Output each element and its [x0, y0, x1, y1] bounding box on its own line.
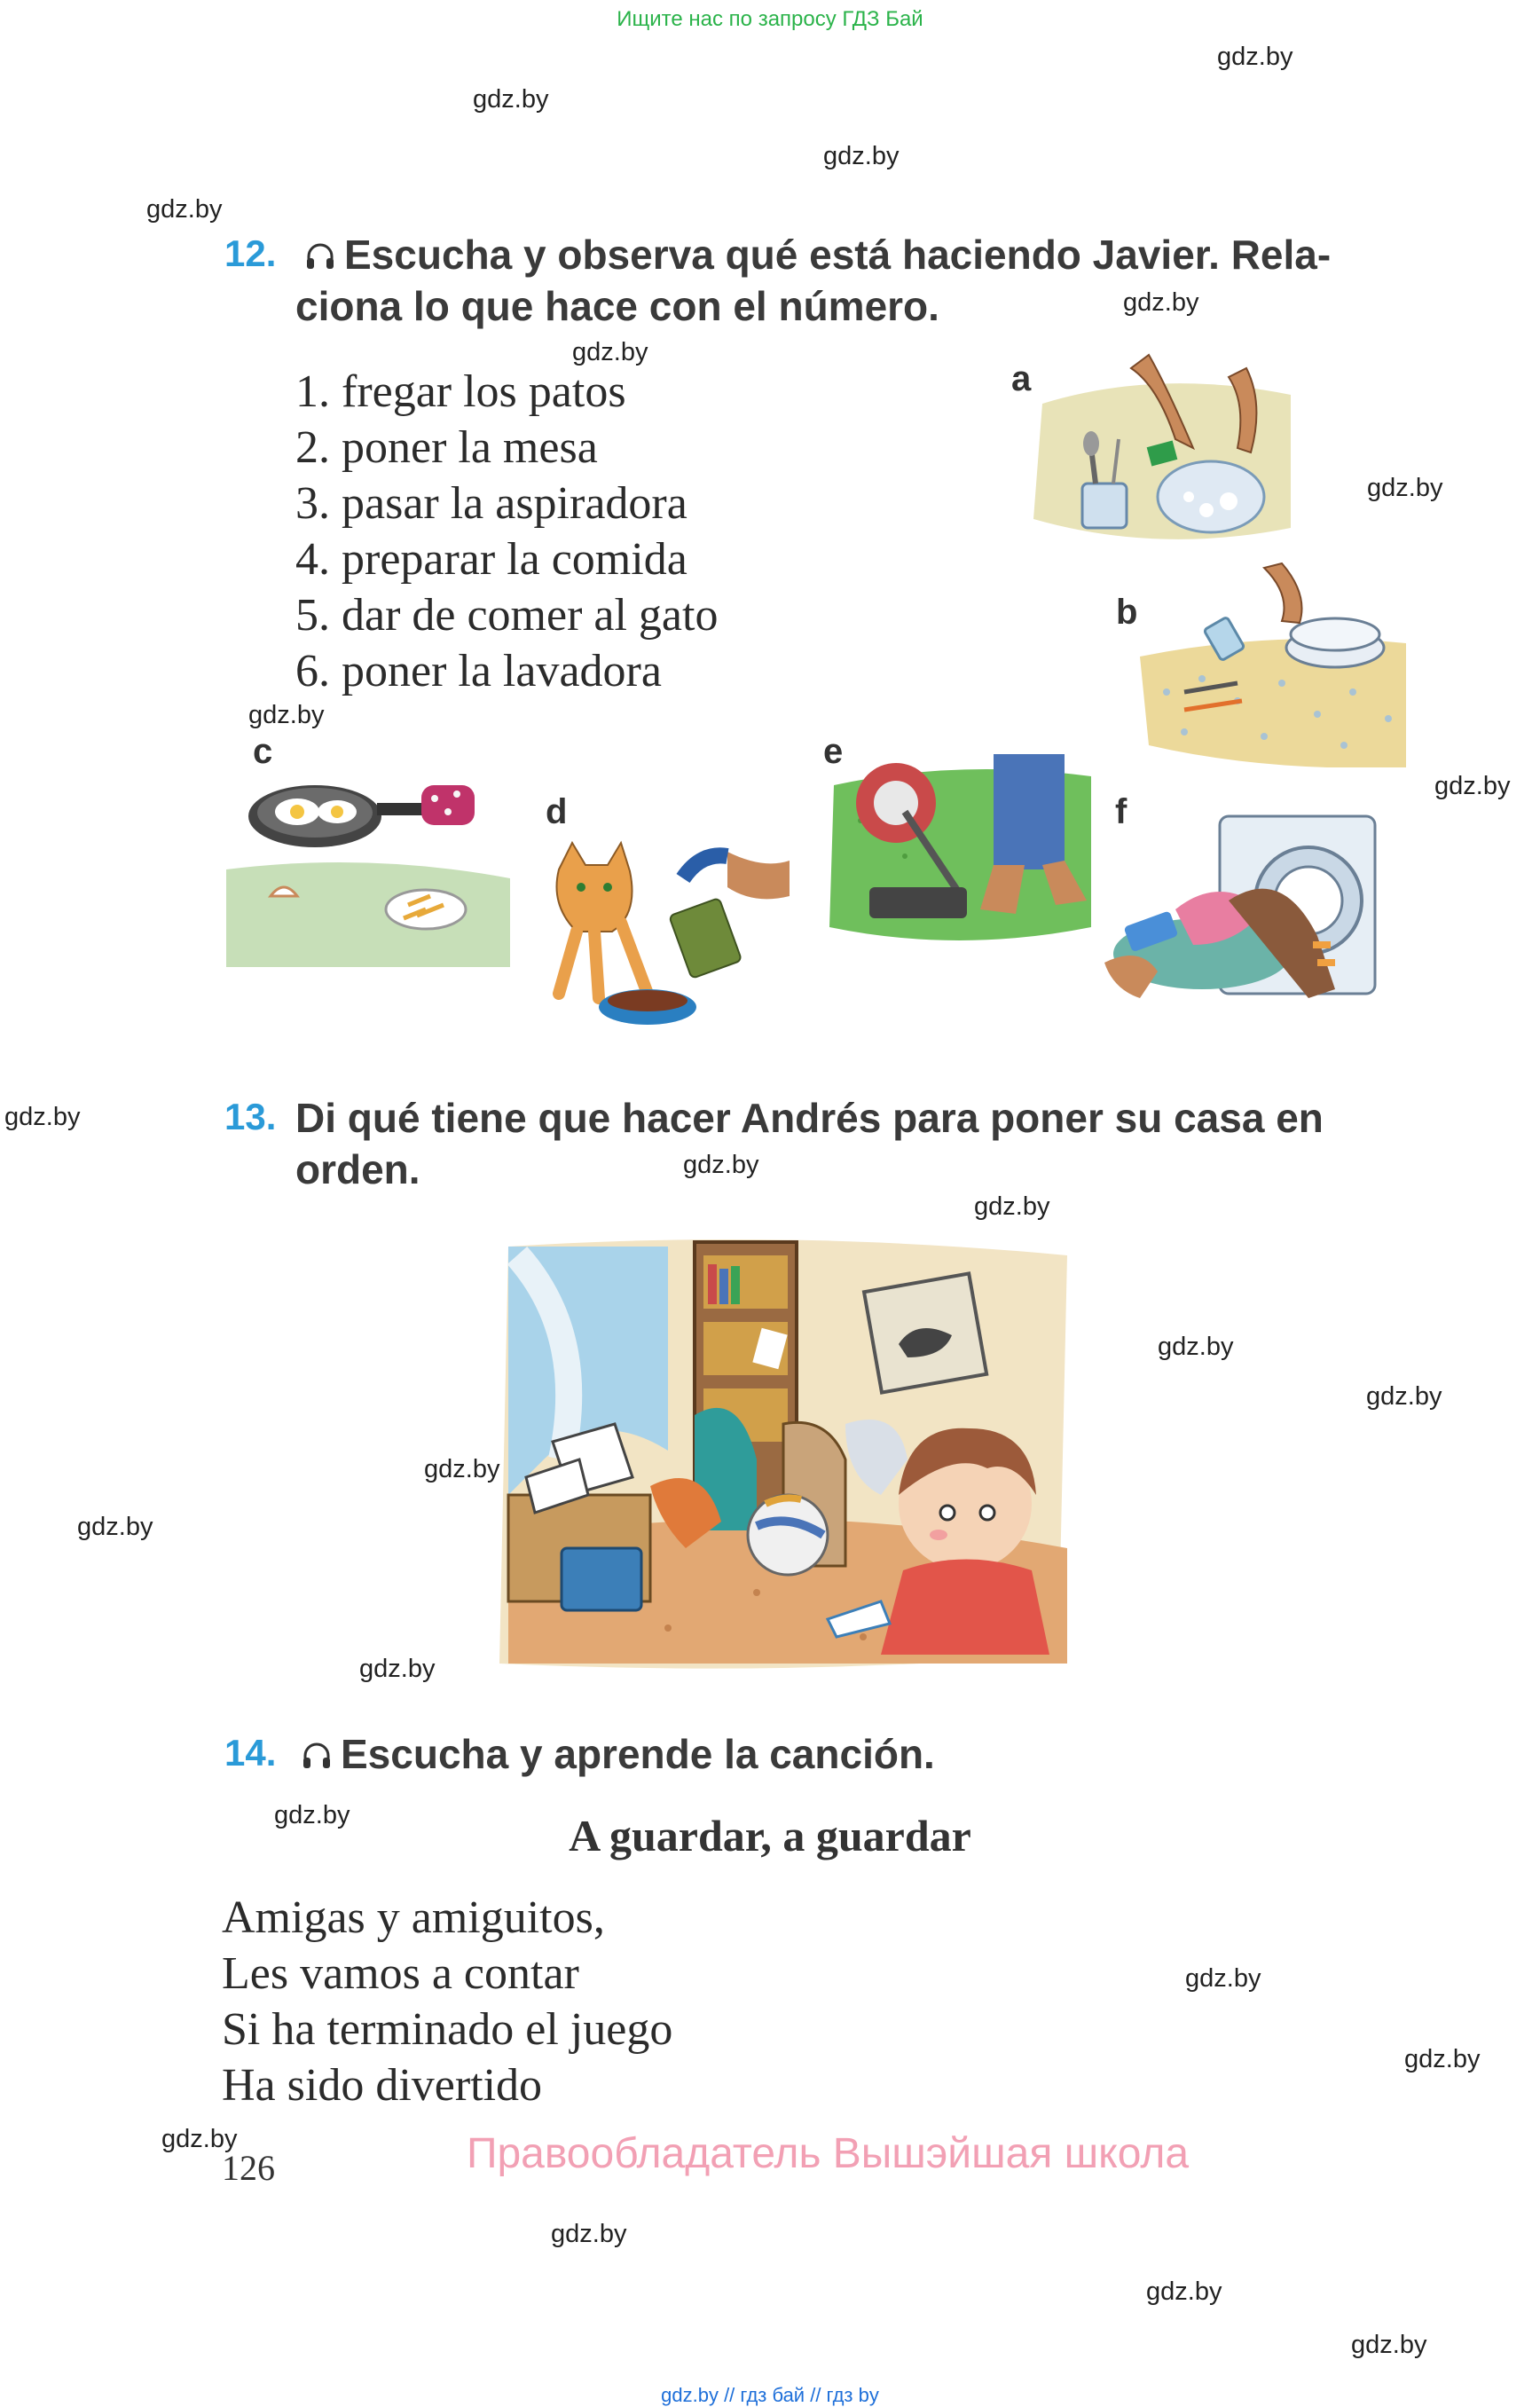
- song-title: A guardar, a guardar: [569, 1811, 971, 1860]
- watermark: gdz.by: [1367, 474, 1443, 502]
- bottom-banner[interactable]: gdz.by // гдз бай // гдз by: [661, 2384, 879, 2406]
- exercise-14-number: 14.: [224, 1732, 277, 1774]
- watermark: gdz.by: [1158, 1333, 1234, 1361]
- watermark: gdz.by: [424, 1455, 500, 1483]
- watermark: gdz.by: [1351, 2331, 1427, 2359]
- watermark: gdz.by: [1123, 288, 1199, 317]
- song-line: Si ha terminado el juego: [222, 2004, 673, 2055]
- preparing-food-illustration: [226, 763, 510, 967]
- messy-room-illustration: [491, 1229, 1080, 1677]
- laundry-illustration: [1087, 812, 1379, 1034]
- exercise-14-title: [302, 1728, 935, 1780]
- watermark: gdz.by: [1434, 772, 1511, 800]
- watermark: gdz.by: [4, 1103, 81, 1131]
- watermark: gdz.by: [77, 1513, 153, 1541]
- exercise-13-title-line1: Di qué tiene que hacer Andrés para poner su casa en: [295, 1095, 1324, 1141]
- feeding-cat-illustration: [523, 816, 798, 1047]
- exercise-13-title-line2: orden.: [295, 1146, 420, 1192]
- song-lyrics: [222, 1890, 672, 2113]
- headphones-icon[interactable]: [302, 1742, 332, 1770]
- list-item: 1. fregar los patos: [295, 366, 626, 417]
- watermark: gdz.by: [473, 85, 549, 114]
- watermark: gdz.by: [823, 142, 900, 170]
- exercise-13-number: 13.: [224, 1096, 277, 1137]
- top-banner: Ищите нас по запросу ГДЗ Бай: [617, 7, 923, 31]
- watermark: gdz.by: [1404, 2045, 1481, 2073]
- watermark: gdz.by: [1366, 1382, 1442, 1411]
- setting-table-illustration: [1131, 559, 1415, 767]
- exercise-12-title-line1: Escucha y observa qué está haciendo Javier. Rela-: [344, 232, 1332, 278]
- picture-label-c: c: [253, 732, 273, 771]
- picture-label-a: a: [1011, 359, 1032, 398]
- list-item: 5. dar de comer al gato: [295, 590, 719, 641]
- watermark: gdz.by: [1146, 2277, 1222, 2306]
- picture-label-e: e: [823, 732, 844, 771]
- watermark: gdz.by: [1217, 43, 1293, 71]
- watermark: gdz.by: [248, 701, 325, 729]
- list-item: 6. poner la lavadora: [295, 646, 662, 696]
- watermark: gdz.by: [572, 338, 648, 366]
- page-number: 126: [222, 2148, 275, 2188]
- exercise-12-number: 12.: [224, 232, 277, 274]
- exercise-12-title: [305, 229, 1331, 280]
- watermark: gdz.by: [146, 195, 223, 224]
- list-item: 2. poner la mesa: [295, 422, 598, 473]
- watermark: gdz.by: [683, 1151, 759, 1179]
- watermark: gdz.by: [974, 1192, 1050, 1221]
- picture-label-d: d: [546, 792, 568, 831]
- list-item: 4. preparar la comida: [295, 534, 688, 585]
- picture-label-b: b: [1116, 593, 1138, 632]
- list-item: 3. pasar la aspiradora: [295, 478, 688, 529]
- exercise-14-title-text: Escucha y aprende la canción.: [341, 1731, 935, 1777]
- copyright-notice: Правообладатель Вышэйшая школа: [466, 2130, 1190, 2177]
- exercise-12-title-line2: ciona lo que hace con el número.: [295, 283, 939, 329]
- picture-label-f: f: [1115, 792, 1128, 831]
- watermark: gdz.by: [274, 1801, 350, 1829]
- watermark: gdz.by: [161, 2125, 238, 2153]
- washing-dishes-illustration: [1025, 350, 1300, 563]
- watermark: gdz.by: [359, 1655, 436, 1683]
- song-line: Ha sido divertido: [222, 2060, 543, 2111]
- watermark: gdz.by: [551, 2220, 627, 2248]
- watermark: gdz.by: [1185, 1964, 1261, 1993]
- song-line: Les vamos a contar: [222, 1948, 579, 1999]
- vacuuming-illustration: [825, 750, 1100, 954]
- headphones-icon[interactable]: [305, 242, 335, 271]
- song-line: Amigas y amiguitos,: [222, 1892, 605, 1943]
- chores-list: [295, 364, 718, 699]
